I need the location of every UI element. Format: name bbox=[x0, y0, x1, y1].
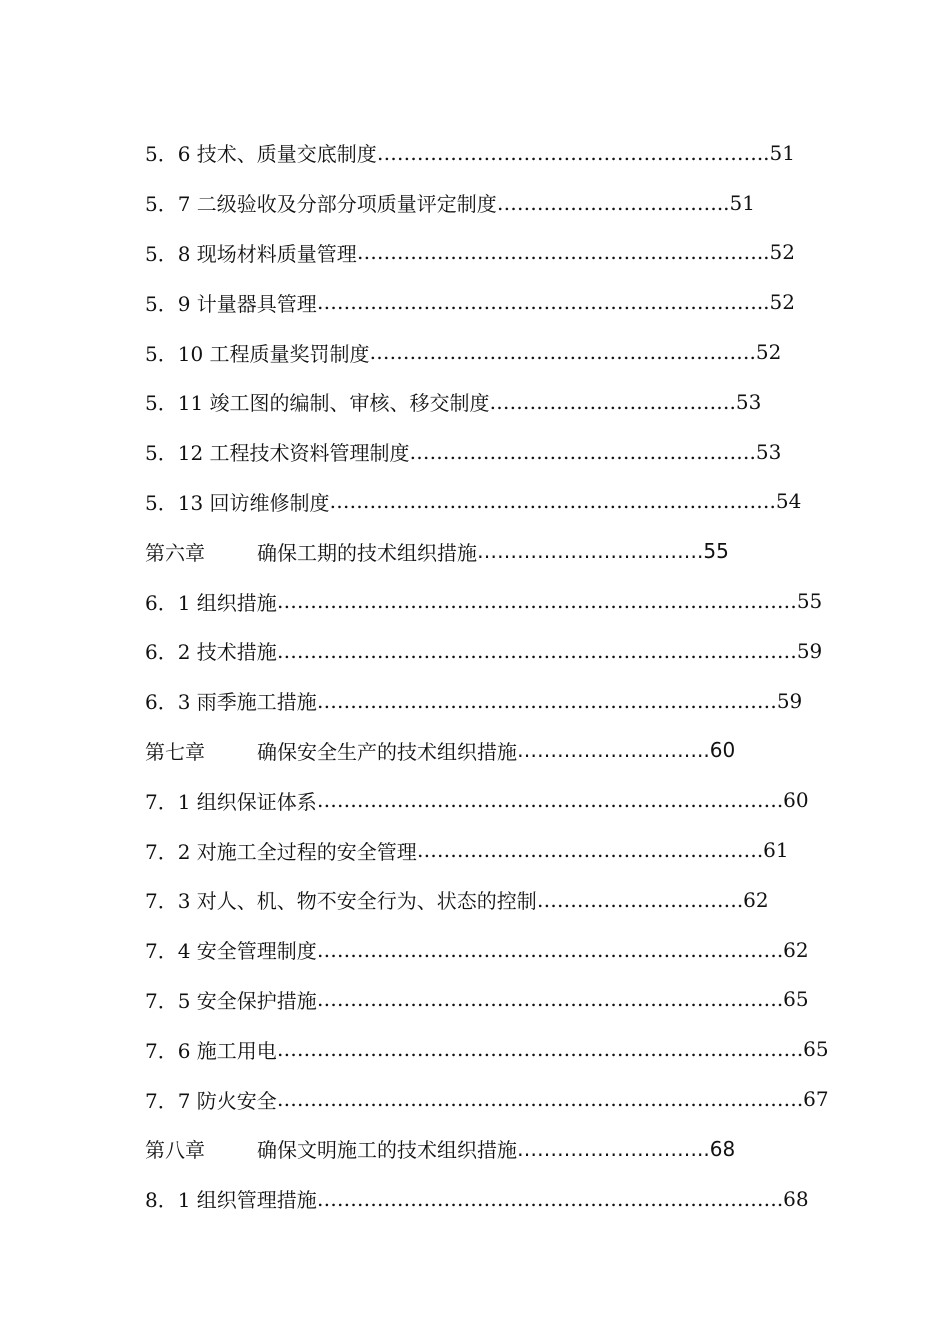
toc-page-number: 52 bbox=[755, 340, 782, 365]
toc-entry[interactable] bbox=[145, 676, 825, 726]
toc-leader-dots: ……………………………. bbox=[477, 539, 704, 564]
toc-chapter-entry[interactable] bbox=[145, 526, 825, 576]
toc-leader-dots: ……………………………………………………………. bbox=[316, 788, 784, 813]
toc-entry-title: 6．3 雨季施工措施 bbox=[145, 690, 317, 715]
toc-entry-title: 7．4 安全管理制度 bbox=[145, 939, 317, 964]
toc-page-number: 67 bbox=[803, 1087, 829, 1112]
toc-entry[interactable] bbox=[145, 277, 825, 327]
toc-entry-title: 确保文明施工的技术组织措施 bbox=[257, 1138, 517, 1163]
toc-leader-dots: ……………………….. bbox=[517, 1136, 710, 1161]
toc-page-number: 52 bbox=[769, 240, 795, 265]
toc-entry[interactable] bbox=[145, 775, 825, 825]
toc-leader-dots: ……………………………………………………………. bbox=[316, 1186, 784, 1211]
toc-chapter-entry[interactable] bbox=[145, 1124, 825, 1174]
toc-leader-dots: …………………………………………………………… bbox=[316, 688, 777, 713]
toc-entry-title: 6．2 技术措施 bbox=[145, 640, 277, 665]
toc-entry[interactable] bbox=[145, 327, 825, 377]
toc-leader-dots: ……………………………………………………………. bbox=[316, 937, 784, 962]
toc-page-number: 68 bbox=[709, 1136, 736, 1161]
toc-entry[interactable] bbox=[145, 626, 825, 676]
toc-entry-title: 确保安全生产的技术组织措施 bbox=[257, 739, 517, 764]
toc-entry[interactable] bbox=[145, 228, 825, 278]
toc-chapter-number: 第八章 bbox=[145, 1138, 205, 1163]
toc-entry-title: 5．13 回访维修制度 bbox=[145, 490, 330, 515]
toc-leader-dots: …………………………….. bbox=[496, 190, 730, 215]
toc-entry-title: 7．1 组织保证体系 bbox=[145, 789, 317, 814]
toc-leader-dots: …………………………………………………. bbox=[369, 340, 756, 365]
table-of-contents bbox=[145, 128, 829, 1224]
toc-leader-dots: ……………………….. bbox=[517, 738, 710, 763]
toc-page-number: 62 bbox=[783, 937, 809, 962]
toc-page-number: 59 bbox=[776, 688, 803, 713]
toc-page-number: 65 bbox=[803, 1037, 829, 1062]
toc-page-number: 53 bbox=[755, 439, 782, 464]
toc-entry[interactable] bbox=[145, 576, 825, 626]
toc-entry-title: 7．5 安全保护措施 bbox=[145, 988, 317, 1013]
toc-entry-title: 5．10 工程质量奖罚制度 bbox=[145, 341, 370, 366]
toc-leader-dots: ……………………………………………. bbox=[409, 439, 756, 464]
toc-page-number: 51 bbox=[729, 190, 755, 215]
toc-entry[interactable] bbox=[145, 128, 825, 178]
toc-entry[interactable] bbox=[145, 477, 825, 527]
toc-entry-title: 6．1 组织措施 bbox=[145, 590, 277, 615]
toc-page-number: 65 bbox=[783, 987, 809, 1012]
toc-page-number: 61 bbox=[763, 838, 789, 863]
toc-page-number: 51 bbox=[769, 140, 795, 165]
toc-leader-dots: …………………………………………………………………… bbox=[276, 638, 797, 663]
toc-leader-dots: …………………………………………………………………… bbox=[276, 589, 797, 614]
toc-page-number: 55 bbox=[796, 589, 823, 614]
toc-leader-dots: …………………………. bbox=[536, 887, 744, 912]
toc-entry[interactable] bbox=[145, 1024, 829, 1074]
toc-page-number: 55 bbox=[703, 539, 729, 564]
toc-entry[interactable] bbox=[145, 178, 825, 228]
toc-entry[interactable] bbox=[145, 1074, 829, 1124]
toc-page-number: 68 bbox=[783, 1186, 809, 1211]
toc-leader-dots: ……………………………………………………………………. bbox=[276, 1087, 804, 1112]
toc-entry[interactable] bbox=[145, 377, 825, 427]
toc-leader-dots: ………………………………. bbox=[489, 389, 736, 414]
toc-entry[interactable] bbox=[145, 427, 825, 477]
toc-page-number: 60 bbox=[709, 738, 736, 763]
toc-page-number: 60 bbox=[783, 788, 809, 813]
toc-chapter-entry[interactable] bbox=[145, 726, 825, 776]
toc-page-number: 53 bbox=[735, 389, 762, 414]
toc-leader-dots: ……………………………………………………………………. bbox=[276, 1037, 804, 1062]
toc-entry[interactable] bbox=[145, 925, 825, 975]
toc-entry[interactable] bbox=[145, 1174, 825, 1224]
toc-leader-dots: ……………………………………………………………. bbox=[316, 987, 784, 1012]
toc-entry[interactable] bbox=[145, 825, 825, 875]
toc-entry-title: 7．6 施工用电 bbox=[145, 1038, 277, 1063]
toc-entry-title: 5．7 二级验收及分部分项质量评定制度 bbox=[145, 192, 497, 217]
toc-page-number: 62 bbox=[743, 887, 769, 912]
toc-page-number: 52 bbox=[769, 290, 795, 315]
toc-entry[interactable] bbox=[145, 975, 825, 1025]
toc-chapter-number: 第七章 bbox=[145, 739, 205, 764]
toc-leader-dots: …………………………………………………….. bbox=[356, 240, 770, 265]
toc-entry-title: 7．2 对施工全过程的安全管理 bbox=[145, 839, 417, 864]
toc-entry-title: 5．6 技术、质量交底制度 bbox=[145, 142, 377, 167]
toc-leader-dots: ……………………………………………. bbox=[416, 838, 764, 863]
toc-chapter-number: 第六章 bbox=[145, 540, 205, 565]
toc-page-number: 54 bbox=[775, 489, 802, 514]
toc-entry-title: 7．3 对人、机、物不安全行为、状态的控制 bbox=[145, 889, 537, 914]
toc-leader-dots: ………………………………………………….. bbox=[376, 140, 770, 165]
toc-entry-title: 5．9 计量器具管理 bbox=[145, 291, 317, 316]
toc-page-number: 59 bbox=[796, 638, 823, 663]
toc-entry-title: 5．8 现场材料质量管理 bbox=[145, 241, 357, 266]
toc-leader-dots: …………………………………………………………. bbox=[329, 489, 776, 514]
toc-entry-title: 5．12 工程技术资料管理制度 bbox=[145, 441, 410, 466]
toc-entry-title: 7．7 防火安全 bbox=[145, 1088, 277, 1113]
toc-entry-title: 8．1 组织管理措施 bbox=[145, 1188, 317, 1213]
toc-entry-title: 确保工期的技术组织措施 bbox=[257, 540, 477, 565]
toc-entry-title: 5．11 竣工图的编制、审核、移交制度 bbox=[145, 391, 490, 416]
toc-entry[interactable] bbox=[145, 875, 825, 925]
toc-leader-dots: ………………………………………………………….. bbox=[316, 290, 770, 315]
